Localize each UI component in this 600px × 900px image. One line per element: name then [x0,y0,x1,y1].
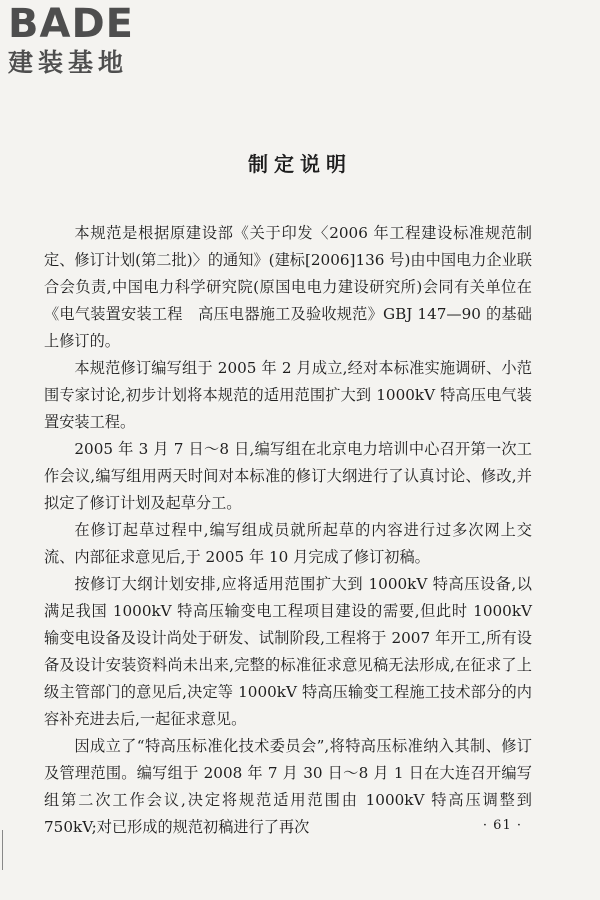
scan-edge-divider [2,830,3,870]
page-title: 制定说明 [248,152,352,176]
logo-wordmark: BADE [8,1,134,47]
logo-subtitle: 建装基地 [8,48,129,77]
page-number: · 61 · [482,818,522,833]
paragraph: 本规范是根据原建设部《关于印发〈2006 年工程建设标准规范制定、修订计划(第二批)〉的通知》(建标[2006]136 号)由中国电力企业联合会负责,中国电力科学研究院(原国电电力建设研究所)会同有关单位在《电气装置安装工程 高压电器施工及验收规范》GBJ 147—90 的基础上修订的。 [44,224,532,350]
paragraph: 在修订起草过程中,编写组成员就所起草的内容进行过多次网上交流、内部征求意见后,于 2005 年 10 月完成了修订初稿。 [44,521,532,566]
paragraph: 本规范修订编写组于 2005 年 2 月成立,经对本标准实施调研、小范围专家讨论,初步计划将本规范的适用范围扩大到 1000kV 特高压电气装置安装工程。 [44,359,532,431]
brand-logo [8,2,178,78]
paragraph: 因成立了“特高压标准化技术委员会”,将特高压标准纳入其制、修订及管理范围。编写组于 2008 年 7 月 30 日～8 月 1 日在大连召开编写组第二次工作会议,决定将规范适用范围由 1000kV 特高压调整到 750kV;对已形成的规范初稿进行了再次 [44,737,532,836]
document-body [44,220,532,841]
paragraph: 按修订大纲计划安排,应将适用范围扩大到 1000kV 特高压设备,以满足我国 1000kV 特高压输变电工程项目建设的需要,但此时 1000kV 输变电设备及设计尚处于研发、试制阶段,工程将于 2007 年开工,所有设备及设计安装资料尚未出来,完整的标准征求意见稿无法形成,在征求了上级主管部门的意见后,决定等 1000kV 特高压输变工程施工技术部分的内容补充进去后,一起征求意见。 [44,575,532,728]
paragraph: 2005 年 3 月 7 日～8 日,编写组在北京电力培训中心召开第一次工作会议,编写组用两天时间对本标准的修订大纲进行了认真讨论、修改,并拟定了修订计划及起草分工。 [44,440,532,512]
